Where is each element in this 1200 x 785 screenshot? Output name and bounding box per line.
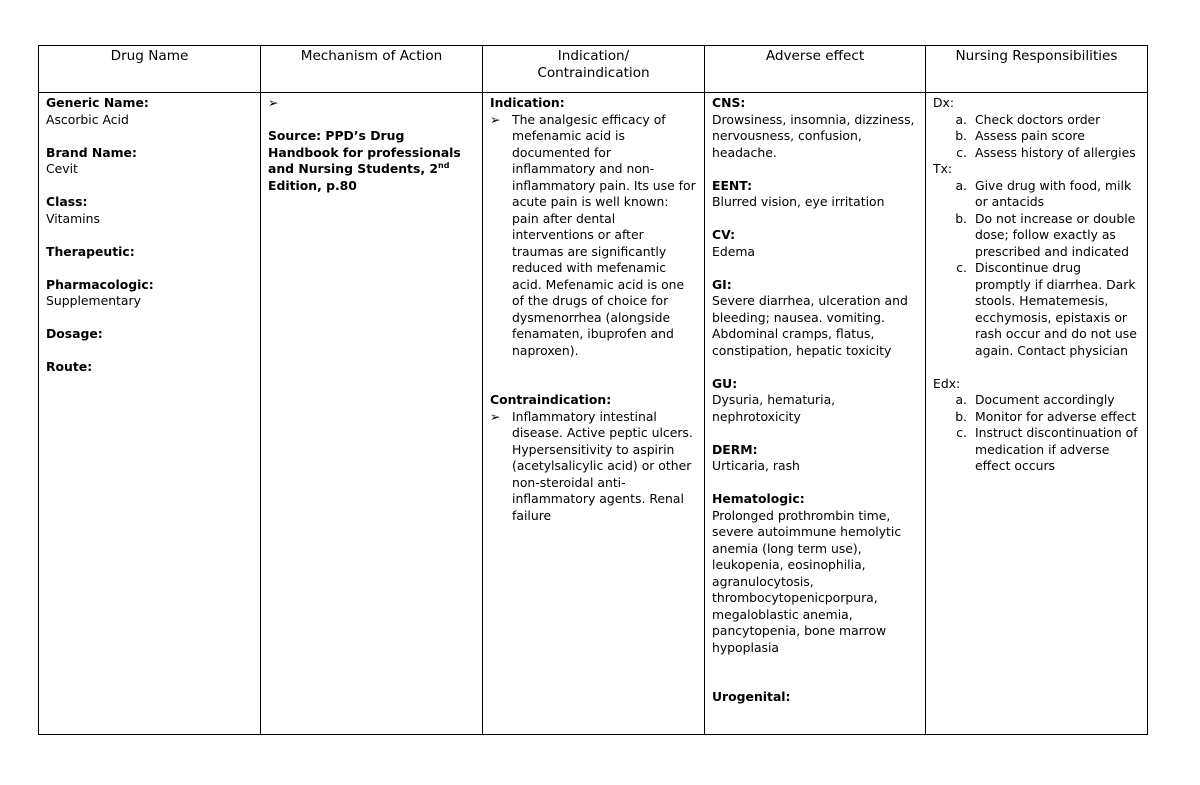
derm-text: Urticaria, rash xyxy=(712,458,800,473)
therapeutic-label: Therapeutic: xyxy=(46,243,135,259)
class-label: Class: xyxy=(46,194,88,209)
generic-name-label: Generic Name: xyxy=(46,95,149,110)
gu-text: Dysuria, hematuria, nephrotoxicity xyxy=(712,392,836,424)
contraindication-label: Contraindication: xyxy=(490,392,612,407)
urogenital-label: Urogenital: xyxy=(712,689,791,704)
route-label: Route: xyxy=(46,359,93,374)
nursing-cell xyxy=(926,93,1148,735)
dosage-label: Dosage: xyxy=(46,326,103,341)
indication-cell xyxy=(483,93,705,735)
brand-name-value: Cevit xyxy=(46,161,78,176)
list-item: b. Monitor for adverse effect xyxy=(955,408,1136,424)
list-item: c. Discontinue drug promptly if diarrhea. Dark stools. Hematemesis, ecchymosis, epistaxis or rash occur and do not use again. Contact physician xyxy=(956,260,1137,358)
header-drug-name: Drug Name xyxy=(39,46,261,93)
edx-label: Edx: xyxy=(933,375,961,391)
list-item: a. Document accordingly xyxy=(955,392,1115,407)
indication-text: The analgesic efficacy of mefenamic acid is documented for inflammatory and non-inflammatory pain. Its use for acute pain is well known: pain after dental interventions or after traumas are significantly reduced with mefenamic acid. Mefenamic acid is one of the drugs of choice for dysmenorrhea (alongside fenamaten, ibuprofen and naproxen). xyxy=(512,111,696,358)
list-item: b. Assess pain score xyxy=(955,128,1085,143)
indication-bullet xyxy=(490,112,697,360)
drug-name-cell xyxy=(39,93,261,735)
arrow-bullet-icon: ➢ xyxy=(490,408,501,424)
list-item: c. Assess history of allergies xyxy=(956,144,1136,160)
adverse-effect-cell xyxy=(705,93,926,735)
cns-text: Drowsiness, insomnia, dizziness, nervousness, confusion, headache. xyxy=(712,111,915,160)
arrow-bullet-icon: ➢ xyxy=(490,111,501,127)
source-citation: Source: PPD’s Drug Handbook for professionals and Nursing Students, 2nd Edition, p.80 xyxy=(268,128,461,193)
contraindication-bullet xyxy=(490,409,697,525)
brand-name-label: Brand Name: xyxy=(46,144,137,160)
contraindication-text: Inflammatory intestinal disease. Active peptic ulcers. Hypersensitivity to aspirin (acetylsalicylic acid) or other non-steroidal anti-inflammatory agents. Renal failure xyxy=(512,408,693,523)
tx-label: Tx: xyxy=(933,161,953,176)
list-item: c. Instruct discontinuation of medication if adverse effect occurs xyxy=(956,425,1138,473)
drug-study-table xyxy=(38,45,1148,735)
gi-label: GI: xyxy=(712,276,732,292)
hematologic-text: Prolonged prothrombin time, severe autoimmune hemolytic anemia (long term use), leukopenia, eosinophilia, agranulocytosis, thrombocytopenicporpura, megaloblastic anemia, pancytopenia, bone marrow hypoplasia xyxy=(712,507,902,655)
eent-label: EENT: xyxy=(712,177,753,193)
dx-label: Dx: xyxy=(933,95,955,110)
content-row xyxy=(39,93,1148,735)
list-item: b. Do not increase or double dose; follow exactly as prescribed and indicated xyxy=(955,210,1136,259)
list-item: a. Check doctors order xyxy=(955,111,1101,127)
gi-text: Severe diarrhea, ulceration and bleeding; nausea. vomiting. Abdominal cramps, flatus, constipation, hepatic toxicity xyxy=(712,293,908,358)
cv-text: Edema xyxy=(712,243,755,259)
header-adverse-effect: Adverse effect xyxy=(705,46,926,93)
header-nursing-responsibilities: Nursing Responsibilities xyxy=(926,46,1148,93)
pharmacologic-label: Pharmacologic: xyxy=(46,276,154,292)
arrow-bullet-icon: ➢ xyxy=(268,95,279,110)
generic-name-value: Ascorbic Acid xyxy=(46,111,129,127)
header-row xyxy=(39,46,1148,93)
eent-text: Blurred vision, eye irritation xyxy=(712,194,885,209)
header-indication: Indication/ Contraindication xyxy=(483,46,705,93)
mechanism-cell xyxy=(261,93,483,735)
pharmacologic-value: Supplementary xyxy=(46,293,141,308)
cns-label: CNS: xyxy=(712,95,746,110)
derm-label: DERM: xyxy=(712,441,758,457)
hematologic-label: Hematologic: xyxy=(712,491,805,506)
gu-label: GU: xyxy=(712,375,738,391)
indication-label: Indication: xyxy=(490,95,565,110)
header-mechanism: Mechanism of Action xyxy=(261,46,483,93)
list-item: a. Give drug with food, milk or antacids xyxy=(955,177,1132,209)
cv-label: CV: xyxy=(712,227,736,242)
class-value: Vitamins xyxy=(46,210,100,226)
